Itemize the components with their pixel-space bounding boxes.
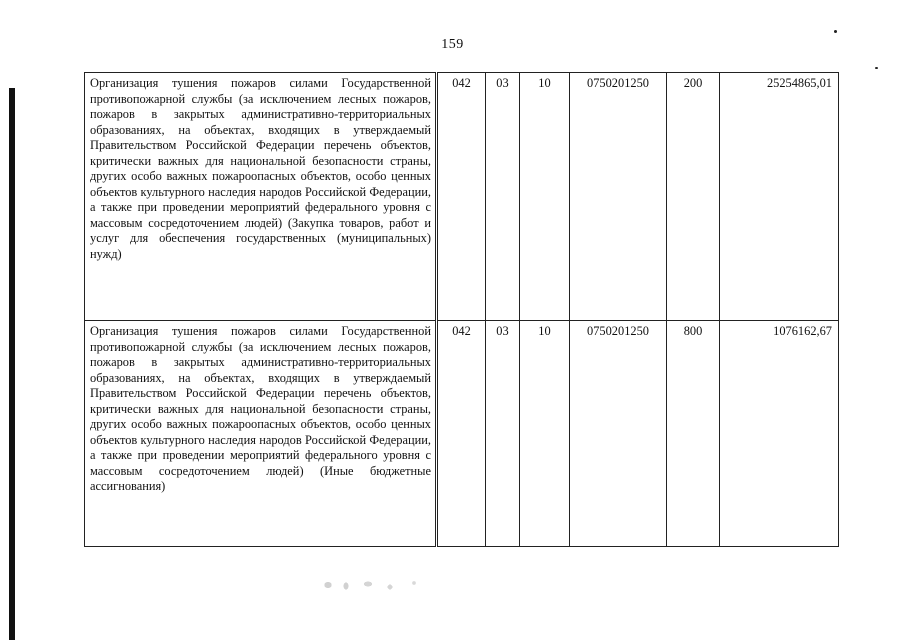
scan-edge-bar xyxy=(9,88,15,640)
target-article-cell: 0750201250 xyxy=(570,321,667,547)
scan-speck xyxy=(834,30,837,33)
faded-stamp-smudge xyxy=(318,577,428,593)
budget-allocation-table xyxy=(84,72,839,547)
ministry-code-cell: 042 xyxy=(437,73,486,321)
page-number: 159 xyxy=(441,37,464,52)
section-code-cell: 03 xyxy=(486,73,520,321)
amount-cell: 1076162,67 xyxy=(720,321,839,547)
expense-type-cell: 200 xyxy=(667,73,720,321)
table-row xyxy=(85,321,839,547)
subsection-code-cell: 10 xyxy=(520,321,570,547)
section-code-cell: 03 xyxy=(486,321,520,547)
table-row xyxy=(85,73,839,321)
expense-type-cell: 800 xyxy=(667,321,720,547)
subsection-code-cell: 10 xyxy=(520,73,570,321)
expense-description-cell: Организация тушения пожаров силами Государственной противопожарной службы (за исключением лесных пожаров, пожаров в закрытых административно-территориальных образованиях, на объектах, входящих в утверждаемый Правительством Российской Федерации перечень объектов, критически важных для национальной безопасности страны, других особо важных пожароопасных объектов, особо ценных объектов культурного наследия народов Российской Федерации, а также при проведении мероприятий федерального уровня с массовым сосредоточением людей) (Иные бюджетные ассигнования) xyxy=(85,321,437,547)
scan-speck xyxy=(875,67,878,69)
ministry-code-cell: 042 xyxy=(437,321,486,547)
expense-description-cell: Организация тушения пожаров силами Государственной противопожарной службы (за исключением лесных пожаров, пожаров в закрытых административно-территориальных образованиях, на объектах, входящих в утверждаемый Правительством Российской Федерации перечень объектов, критически важных для национальной безопасности страны, других особо важных пожароопасных объектов, особо ценных объектов культурного наследия народов Российской Федерации, а также при проведении мероприятий федерального уровня с массовым сосредоточением людей) (Закупка товаров, работ и услуг для обеспечения государственных (муниципальных) нужд) xyxy=(85,73,437,321)
amount-cell: 25254865,01 xyxy=(720,73,839,321)
target-article-cell: 0750201250 xyxy=(570,73,667,321)
